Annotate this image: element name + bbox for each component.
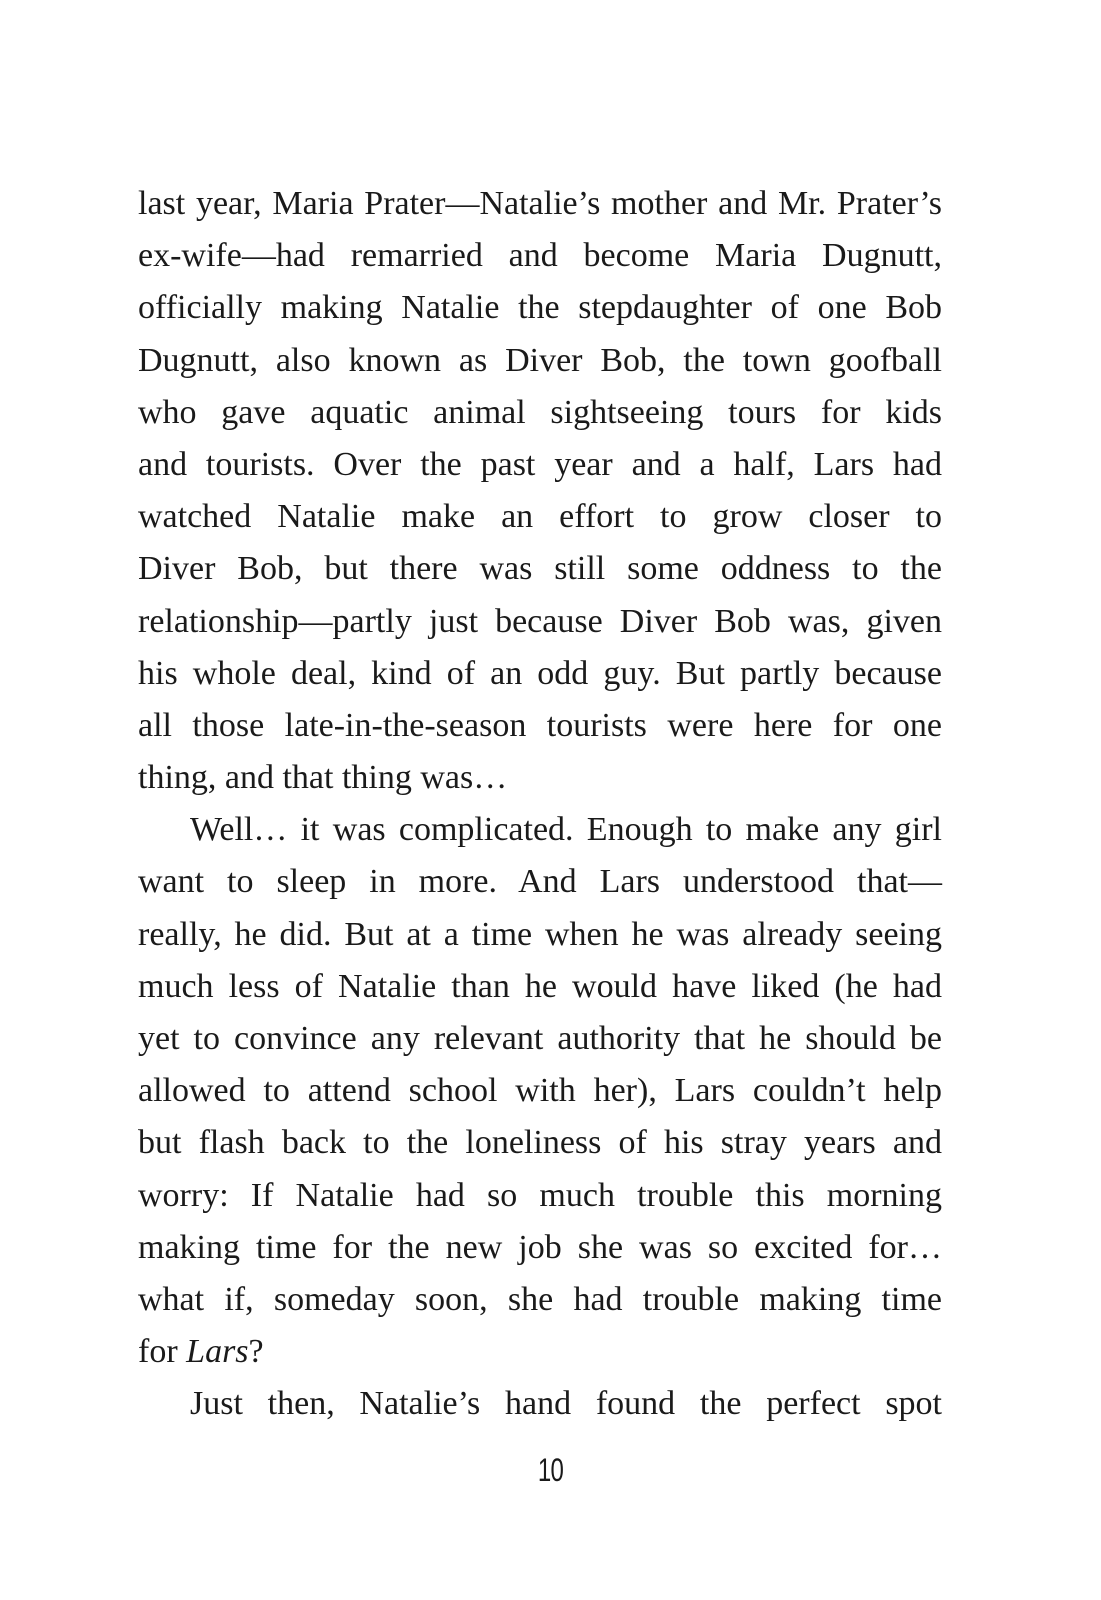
text-line: ex-wife—had remarried and become Maria Dugnutt, (138, 237, 942, 275)
text-line: want to sleep in more. And Lars understood that— (138, 863, 942, 901)
emphasized-name: Lars (186, 1333, 249, 1371)
text-line: Just then, Natalie’s hand found the perfect spot (190, 1385, 942, 1423)
text-line: watched Natalie make an effort to grow closer to (138, 498, 942, 536)
text-line: yet to convince any relevant authority that he should be (138, 1020, 942, 1057)
text-line: relationship—partly just because Diver Bob was, given (138, 602, 942, 640)
text-line: allowed to attend school with her), Lars couldn’t help (138, 1072, 942, 1110)
text-line: who gave aquatic animal sightseeing tours for kids (138, 393, 942, 431)
text-line: really, he did. But at a time when he was already seeing (138, 915, 942, 953)
text-line (138, 1326, 942, 1378)
text-line: much less of Natalie than he would have liked (he had (138, 967, 942, 1005)
body-text (138, 178, 942, 1431)
text-line: and tourists. Over the past year and a half, Lars had (138, 445, 942, 483)
text-line: officially making Natalie the stepdaughter of one Bob (138, 289, 942, 327)
text-line: Well… it was complicated. Enough to make any girl (190, 811, 942, 849)
text-line: his whole deal, kind of an odd guy. But partly because (138, 654, 942, 692)
page-number: 10 (537, 1452, 564, 1488)
text-line-end: ? (248, 1333, 264, 1371)
text-line: what if, someday soon, she had trouble making time (138, 1280, 942, 1318)
text-line: making time for the new job she was so excited for… (138, 1228, 942, 1266)
text-line-start: for (138, 1333, 187, 1371)
text-line: thing, and that thing was… (138, 759, 508, 797)
text-line: but flash back to the loneliness of his stray years and (138, 1124, 942, 1162)
text-line: all those late-in-the-season tourists were here for one (138, 706, 942, 744)
text-line: last year, Maria Prater—Natalie’s mother and Mr. Prater’s (138, 185, 942, 222)
text-line: Diver Bob, but there was still some oddness to the (138, 550, 942, 588)
text-line: worry: If Natalie had so much trouble this morning (138, 1176, 942, 1214)
text-line: Dugnutt, also known as Diver Bob, the town goofball (138, 341, 942, 379)
